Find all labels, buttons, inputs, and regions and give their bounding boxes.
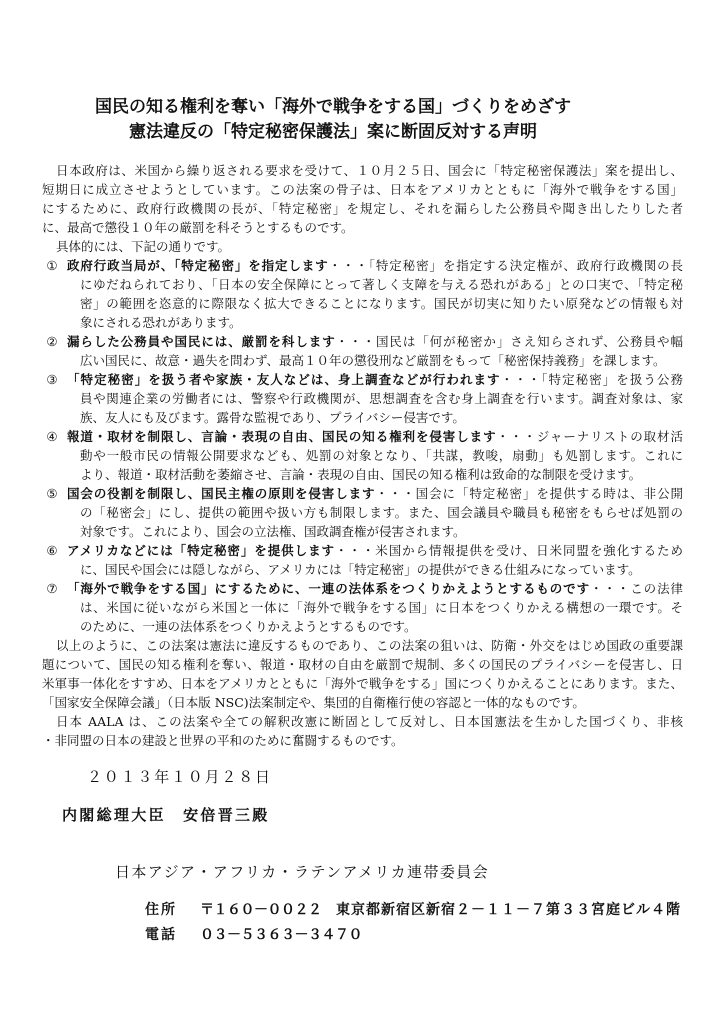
- item-number: ①: [46, 258, 58, 273]
- item-line: は、米国に従いながら米国と一体に「海外で戦争をする国」に日本をつくりかえる構想の一環です。そ: [80, 600, 683, 615]
- item-first-line: [67, 427, 683, 446]
- item-first-line: [67, 370, 683, 389]
- item-3: [0, 370, 724, 427]
- closing-paragraph: [0, 712, 724, 750]
- item-text: ・・・国民は「何が秘密か」さえ知らされず、公務員や幅: [335, 334, 683, 349]
- item-first-line: [67, 579, 683, 598]
- conclusion-paragraph: [0, 636, 724, 712]
- conclusion-line-1: 以上のように、この法案は憲法に違反するものであり、この法案の狙いは、防衛・外交をはじめ国政の重要課: [56, 638, 683, 653]
- item-number: ⑦: [46, 581, 58, 596]
- item-line: 動や一般市民の情報公開要求なども、処罰の対象となり、「共謀，教唆，扇動」も処罰します。これに: [80, 448, 683, 463]
- item-heading: 漏らした公務員や国民には、厳罰を科します: [67, 334, 336, 349]
- item-line: より、報道・取材活動を萎縮させ、言論・表現の自由、国民の知る権利は致命的な制限を受けます。: [80, 467, 642, 482]
- intro-line-2: 短期日に成立させようとしています。この法案の骨子は、日本をアメリカとともに「海外で戦争をする国」: [42, 182, 683, 197]
- item-1: [0, 256, 724, 332]
- item-number: ⑤: [46, 486, 58, 501]
- conclusion-line-3: 米軍事一体化をすすめ、日本をアメリカとともに「海外で戦争をする」国につくりかえることにあります。また、: [42, 676, 683, 691]
- title-line-2: 憲法違反の「特定秘密保護法」案に断固反対する声明: [129, 122, 537, 142]
- phone-number: ０３－５３６３－３４７０: [200, 927, 362, 943]
- item-number: ③: [46, 372, 58, 387]
- intro-line-4: に、最高で懲役１０年の厳罰を科そうとするものです。: [42, 220, 354, 235]
- closing-line-1: 日本 AALA は、この法案や全ての解釈改憲に断固として反対し、日本国憲法を生かした国づくり、非核: [56, 714, 683, 729]
- postal-code: 〒１６０－００２２: [200, 902, 322, 918]
- item-line: 広い国民に、故意・過失を問わず、最高１０年の懲役刑など厳罰をもって「秘密保持義務」を課します。: [80, 353, 666, 368]
- addressee: 内閣総理大臣 安倍晋三殿: [62, 806, 270, 824]
- specifics-intro: 具体的には、下記の通りです。: [56, 239, 231, 254]
- item-line: 対象です。これにより、国会の立法権、国政調査権が侵害されます。: [80, 524, 466, 539]
- item-line: 員や関連企業の労働者には、警察や行政機関が、思想調査を含む身上調査を行います。調査対象は、家: [80, 391, 683, 406]
- statement-date: ２０１３年１０月２８日: [87, 768, 272, 786]
- phone-label: 電話: [145, 927, 177, 943]
- intro-line-1: 日本政府は、米国から繰り返される要求を受けて、１０月２５日、国会に「特定秘密保護法」案を提出し、: [56, 163, 683, 178]
- item-heading: 政府行政当局が、「特定秘密」を指定します: [67, 258, 329, 273]
- phone-line: [0, 925, 724, 945]
- item-line: のために、一連の法体系をつくりかえようとするものです。: [80, 619, 417, 634]
- item-text: ・・・「特定秘密」を扱う公務: [500, 372, 683, 387]
- item-number: ④: [46, 429, 58, 444]
- statement-title: [33, 95, 633, 145]
- item-number: ②: [46, 334, 58, 349]
- intro-line-3: にするために、政府行政機関の長が、「特定秘密」を規定し、それを漏らした公務員や聞き出したりした者: [42, 201, 683, 216]
- address-line: [0, 900, 724, 920]
- address-label: 住所: [145, 902, 177, 918]
- item-text: ・・・国会に「特定秘密」を提供する時は、非公開: [375, 486, 683, 501]
- item-number: ⑥: [46, 543, 58, 558]
- item-line: の「秘密会」にし、提供の範囲や扱い方も制限します。また、国会議員や職員も秘密をもらせば処罰の: [80, 505, 683, 520]
- title-line-1: 国民の知る権利を奪い「海外で戦争をする国」づくりをめざす: [95, 97, 571, 117]
- item-heading: 報道・取材を制限し、言論・表現の自由、国民の知る権利を侵害します: [67, 429, 497, 444]
- item-7: [0, 579, 724, 636]
- item-first-line: [67, 484, 683, 503]
- item-line: に、国民や国会には隠しながら、アメリカには「特定秘密」の提供ができる仕組みになっています。: [80, 562, 641, 577]
- closing-line-2: ・非同盟の日本の建設と世界の平和のために奮闘するものです。: [42, 733, 404, 748]
- item-heading: 「海外で戦争をする国」にするために、一連の法体系をつくりかえようとするものです: [67, 581, 591, 596]
- item-line: 象にされる恐れがあります。: [80, 315, 242, 330]
- street-address: 東京都新宿区新宿２－１１－７第３３宮庭ビル４階: [336, 902, 681, 918]
- item-first-line: [67, 256, 683, 275]
- item-heading: 国会の役割を制限し、国民主権の原則を侵害します: [67, 486, 376, 501]
- item-6: [0, 541, 724, 579]
- item-5: [0, 484, 724, 541]
- item-text: ・・・「特定秘密」を指定する決定権が、政府行政機関の長: [328, 258, 683, 273]
- item-first-line: [67, 332, 683, 351]
- item-line: 密」の範囲を恣意的に際限なく拡大できることになります。国民が切実に知りたい原発などの情報も対: [80, 296, 683, 311]
- item-2: [0, 332, 724, 370]
- item-4: [0, 427, 724, 484]
- item-first-line: [67, 541, 683, 560]
- organization-name: 日本アジア・アフリカ・ラテンアメリカ連帯委員会: [115, 863, 490, 881]
- conclusion-line-4: 「国家安全保障会議」（日本版 NSC)法案制定や、集団的自衛権行使の容認と一体的なものです。: [42, 695, 585, 710]
- item-text: ・・・この法律: [590, 581, 683, 596]
- item-heading: アメリカなどには「特定秘密」を提供します: [67, 543, 335, 558]
- item-line: 族、友人にも及びます。露骨な監視であり、プライバシー侵害です。: [80, 410, 465, 425]
- statement-body: [0, 161, 724, 750]
- item-text: ・・・米国から情報提供を受け、日米同盟を強化するため: [334, 543, 683, 558]
- item-heading: 「特定秘密」を扱う者や家族・友人などは、身上調査などが行われます: [67, 372, 501, 387]
- item-line: にゆだねられており、「日本の安全保障にとって著しく支障を与える恐れがある」との口実で、「特定秘: [80, 277, 683, 292]
- conclusion-line-2: 題について、国民の知る権利を奪い、報道・取材の自由を厳罰で規制、多くの国民のプライバシーを侵害し、日: [42, 657, 683, 672]
- item-text: ・・・ジャーナリストの取材活: [496, 429, 683, 444]
- intro-paragraph: [0, 161, 724, 237]
